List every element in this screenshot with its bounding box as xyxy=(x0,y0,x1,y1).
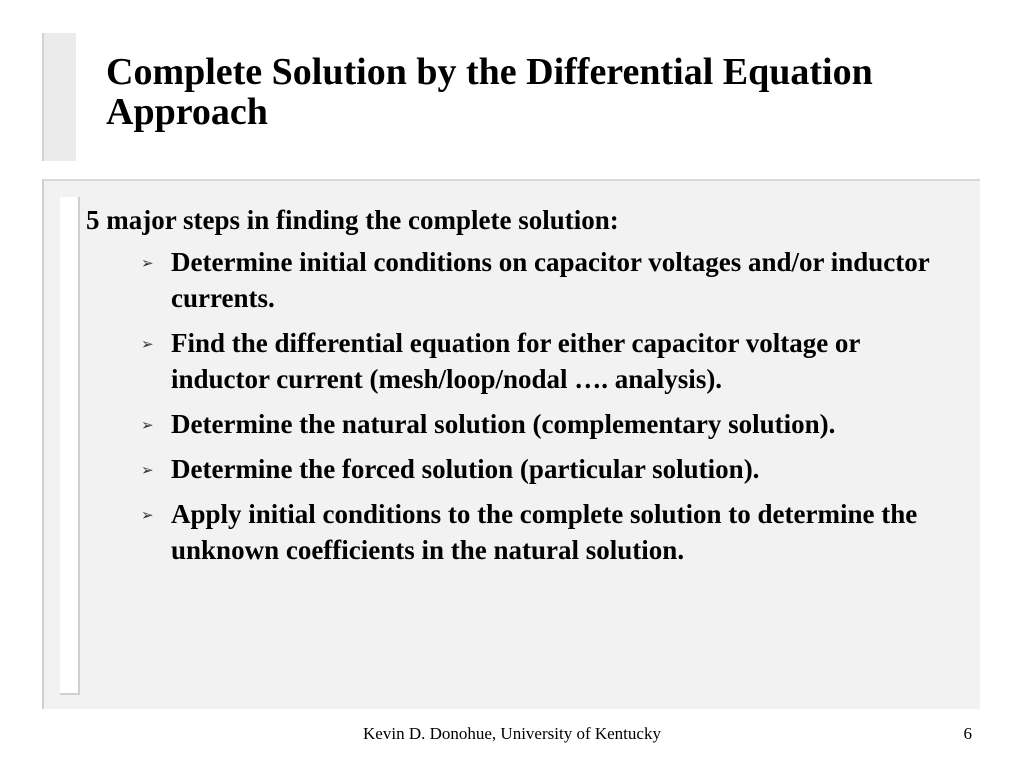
list-item xyxy=(141,406,956,442)
lead-text: 5 major steps in finding the complete solution: xyxy=(86,205,619,235)
list-item xyxy=(141,451,956,487)
chevron-right-icon: ➢ xyxy=(141,416,154,434)
step-text: Determine initial conditions on capacitor voltages and/or inductor currents. xyxy=(171,247,930,313)
chevron-right-icon: ➢ xyxy=(141,335,154,353)
page-number: 6 xyxy=(963,724,972,743)
step-text: Determine the forced solution (particular solution). xyxy=(171,454,760,484)
step-text: Find the differential equation for either capacitor voltage or inductor current (mesh/loop/nodal …. analysis). xyxy=(171,328,860,394)
content-accent-bar xyxy=(60,197,80,695)
steps-list xyxy=(86,244,956,568)
title-accent-bar xyxy=(42,33,76,161)
step-text: Apply initial conditions to the complete solution to determine the unknown coefficients in the natural solution. xyxy=(171,499,918,565)
list-item xyxy=(141,244,956,316)
step-text: Determine the natural solution (complementary solution). xyxy=(171,409,836,439)
chevron-right-icon: ➢ xyxy=(141,461,154,479)
chevron-right-icon: ➢ xyxy=(141,254,154,272)
slide-title: Complete Solution by the Differential Equation Approach xyxy=(106,51,873,133)
list-item xyxy=(141,325,956,397)
footer-author: Kevin D. Donohue, University of Kentucky xyxy=(363,724,661,743)
list-item xyxy=(141,496,956,568)
chevron-right-icon: ➢ xyxy=(141,506,154,524)
slide-content xyxy=(86,202,956,577)
